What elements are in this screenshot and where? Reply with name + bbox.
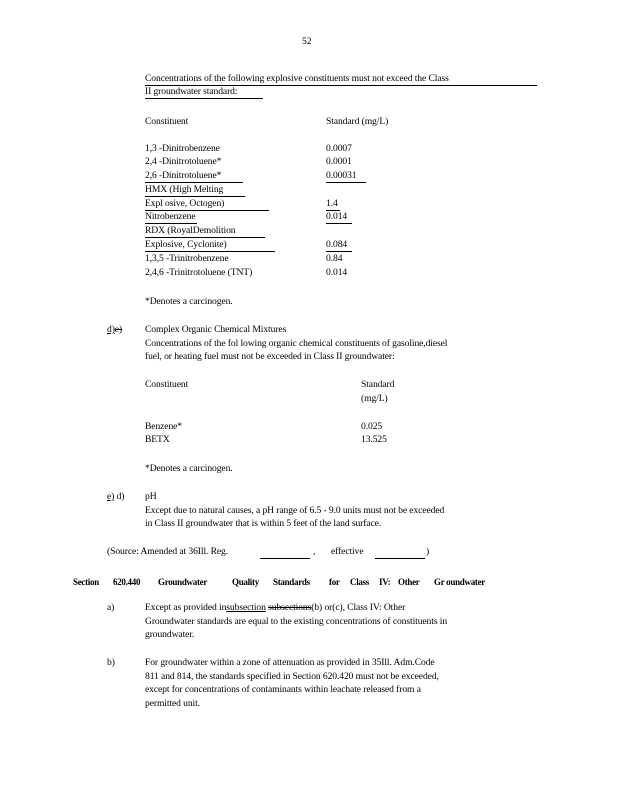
section-d-line-2: fuel, or heating fuel must not be exceeded in Class II groundwater: — [145, 351, 395, 362]
para-a-line-1-post: (b) or(c), Class IV: Other — [311, 602, 406, 613]
para-a-line-1-pre: Except as provided in — [145, 602, 227, 613]
table2-col2-header-unit: (mg/L) — [361, 393, 388, 404]
table1-row-value: 0.084 — [326, 239, 348, 250]
insert-underline — [326, 223, 352, 224]
section-d-title: Complex Organic Chemical Mixtures — [145, 324, 287, 335]
table1-row-value: 1.4 — [326, 198, 338, 209]
intro-line-2: II groundwater standard: — [145, 86, 238, 97]
table1-row-name: Nitrobenzene — [145, 211, 196, 222]
table1-row-name: RDX (RoyalDemolition — [145, 225, 236, 236]
para-b-line-4: permitted unit. — [145, 698, 200, 709]
section-d-label-new: d) — [107, 324, 115, 335]
section-e-label-new: e) — [107, 491, 115, 502]
section-d-line-1: Concentrations of the fol lowing organic chemical constituents of gasoline,diesel — [145, 338, 448, 349]
table1-note: *Denotes a carcinogen. — [145, 296, 233, 307]
section-heading-label: Section — [73, 577, 99, 587]
table1-row-value: 0.0007 — [326, 143, 352, 154]
table1-row-value: 0.84 — [326, 253, 343, 264]
table2-row-name: BETX — [145, 434, 170, 445]
para-b-line-1: For groundwater within a zone of attenuation as provided in 35Ill. Adm.Code — [145, 657, 435, 668]
intro-underline-2 — [145, 98, 263, 99]
table1-row-name: Explosive, Cyclonite) — [145, 239, 227, 250]
insert-underline — [145, 223, 197, 224]
intro-line-1: Concentrations of the following explosive constituents must not exceed the Class — [145, 73, 449, 84]
table1-row-name: Expl osive, Octogen) — [145, 198, 225, 209]
table1-col2-header: Standard (mg/L) — [326, 116, 389, 127]
para-a-inserted-text: subsection — [226, 602, 266, 613]
section-heading-word: Class — [350, 577, 370, 587]
source-comma: , — [313, 546, 316, 557]
source-effective: effective — [331, 546, 364, 557]
section-heading-word: Gr oundwater — [434, 577, 485, 587]
para-a-line-2: Groundwater standards are equal to the existing concentrations of constituents in — [145, 616, 448, 627]
source-close: ) — [426, 546, 430, 557]
table1-row-name: 2,6 -Dinitrotoluene* — [145, 170, 222, 181]
table2-row-value: 0.025 — [361, 421, 383, 432]
table2-note: *Denotes a carcinogen. — [145, 463, 233, 474]
section-e-title: pH — [145, 491, 157, 502]
table1-row-value: 0.0001 — [326, 156, 352, 167]
section-heading-word: Groundwater — [158, 577, 208, 587]
insert-underline — [326, 182, 366, 183]
source-text: (Source: Amended at 36Ill. Reg. — [107, 546, 229, 557]
table1-row-name: 2,4 -Dinitrotoluene* — [145, 156, 222, 167]
table2-col1-header: Constituent — [145, 379, 189, 390]
section-d-label-old: e) — [114, 324, 123, 335]
table1-row-value: 0.014 — [326, 267, 348, 278]
table2-row-name: Benzene* — [145, 421, 183, 432]
table1-row-name: 2,4,6 -Trinitrotoluene (TNT) — [145, 267, 253, 278]
table1-row-name: HMX (High Melting — [145, 184, 224, 195]
insert-underline — [326, 251, 352, 252]
section-e-line-2: in Class II groundwater that is within 5 feet of the land surface. — [145, 518, 382, 529]
table1-row-value: 0.014 — [326, 211, 348, 222]
table1-row-name: 1,3,5 -Trinitrobenzene — [145, 253, 229, 264]
para-b-line-2: 811 and 814, the standards specified in Section 620.420 must not be exceeded, — [145, 671, 439, 682]
para-a-line-3: groundwater. — [145, 629, 195, 640]
intro-underline-1 — [145, 85, 537, 86]
section-d-label — [107, 324, 122, 336]
page-number: 52 — [302, 36, 312, 47]
para-a-deleted-text: subsections — [268, 602, 312, 613]
insert-underline — [145, 196, 245, 197]
insert-underline — [145, 237, 265, 238]
table1-row-value: 0.00031 — [326, 170, 357, 181]
table2-col2-header: Standard — [361, 379, 395, 390]
section-e-label — [107, 491, 124, 503]
section-heading-word: Other — [398, 577, 420, 587]
section-heading-word: Quality — [232, 577, 259, 587]
table1-row-name: 1,3 -Dinitrobenzene — [145, 143, 220, 154]
para-b-line-3: except for concentrations of contaminants within leachate released from a — [145, 684, 421, 695]
table2-row-value: 13.525 — [361, 434, 387, 445]
source-blank-date — [375, 558, 425, 559]
section-heading-word: for — [329, 577, 340, 587]
source-blank-reg — [260, 558, 310, 559]
section-heading-word: IV: — [379, 577, 391, 587]
section-e-label-old: d) — [116, 491, 125, 502]
para-a-line-1 — [145, 602, 405, 614]
section-heading-number: 620.440 — [113, 577, 141, 587]
insert-underline — [145, 251, 275, 252]
para-b-label: b) — [107, 657, 115, 668]
table1-col1-header: Constituent — [145, 116, 189, 127]
para-a-label: a) — [107, 602, 115, 613]
insert-underline — [145, 182, 243, 183]
section-e-line-1: Except due to natural causes, a pH range of 6.5 - 9.0 units must not be exceeded — [145, 505, 445, 516]
section-heading-word: Standards — [273, 577, 310, 587]
